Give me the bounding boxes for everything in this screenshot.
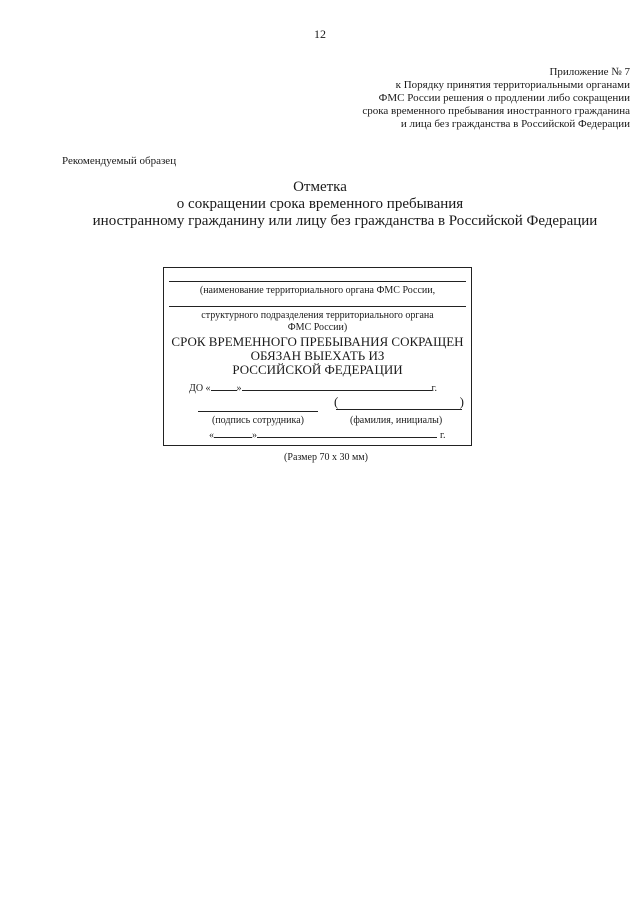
until-prefix: ДО «: [189, 383, 211, 394]
signature-line: [198, 411, 318, 412]
name-caption: (фамилия, инициалы): [350, 415, 443, 426]
appendix-line: срока временного пребывания иностранного гражданина: [362, 105, 630, 117]
title-line-1: Отметка: [293, 179, 347, 195]
appendix-line: к Порядку принятия территориальными органами: [395, 79, 630, 91]
until-day-field: [211, 381, 237, 391]
date-open: «: [209, 430, 214, 441]
stamp-heading-2: ОБЯЗАН ВЫЕХАТЬ ИЗ: [250, 348, 385, 363]
until-suffix: г.: [431, 383, 438, 394]
until-month-year-field: [242, 381, 432, 391]
sign-date-row: [209, 428, 445, 441]
appendix-line: Приложение № 7: [549, 66, 630, 78]
page-number: 12: [314, 27, 326, 41]
sign-day-field: [214, 428, 252, 438]
date-mid: »: [252, 430, 257, 441]
subdivision-caption-2: ФМС России): [287, 322, 348, 333]
appendix-line: ФМС России решения о продлении либо сокращении: [378, 92, 630, 104]
title-line-3: иностранному гражданину или лицу без гражданства в Российской Федерации: [92, 213, 598, 229]
appendix-line: и лица без гражданства в Российской Федерации: [400, 118, 630, 130]
org-name-line: [169, 281, 466, 282]
stamp-heading-3: РОССИЙСКОЙ ФЕДЕРАЦИИ: [232, 362, 403, 377]
signature-caption: (подпись сотрудника): [212, 415, 304, 426]
until-mid: »: [236, 383, 242, 394]
subdivision-caption-1: структурного подразделения территориального органа: [201, 310, 434, 321]
appendix-reference: [362, 66, 630, 131]
paren-close: ): [459, 394, 464, 409]
sign-month-year-field: [257, 428, 437, 438]
size-caption: (Размер 70 х 30 мм): [284, 452, 368, 463]
title-line-2: о сокращении срока временного пребывания: [176, 196, 464, 212]
date-suffix: г.: [440, 430, 446, 441]
stamp-heading-1: СРОК ВРЕМЕННОГО ПРЕБЫВАНИЯ СОКРАЩЕН: [171, 334, 464, 349]
stamp-template: [163, 267, 472, 446]
subdivision-line: [169, 306, 466, 307]
recommended-sample-label: Рекомендуемый образец: [62, 155, 177, 167]
org-name-caption: (наименование территориального органа ФМС России,: [199, 285, 436, 296]
until-date-row: [189, 381, 437, 394]
document-title: [0, 179, 640, 230]
name-field: [334, 394, 464, 410]
paren-open: (: [334, 394, 339, 409]
